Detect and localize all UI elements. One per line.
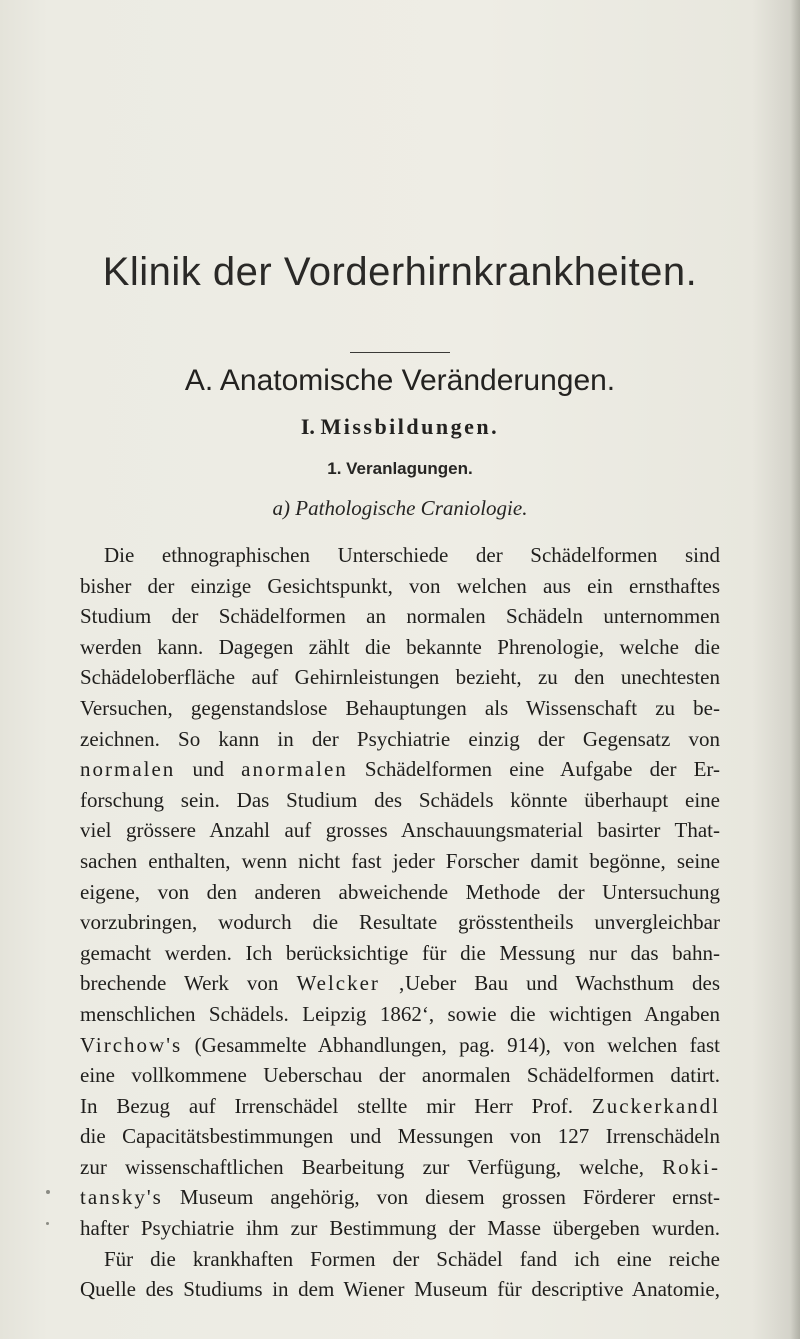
name-welcker: Welcker bbox=[296, 971, 380, 996]
emphasis-anormalen: anormalen bbox=[241, 757, 348, 782]
text-line bbox=[80, 1182, 720, 1213]
name-rokitansky-part2: tansky's bbox=[80, 1185, 163, 1210]
text-line: eigene, von den anderen abweichende Methode der Untersuchung bbox=[80, 879, 720, 904]
text-line: Für die krankhaften Formen der Schädel fand ich eine reiche bbox=[104, 1246, 720, 1271]
text-line bbox=[80, 968, 720, 999]
text-fragment: und bbox=[175, 757, 242, 782]
name-zuckerkandl: Zuckerkandl bbox=[591, 1093, 720, 1118]
text-line: werden kann. Dagegen zählt die bekannte Phrenologie, welche die bbox=[80, 634, 720, 659]
text-fragment: Schädelformen eine Aufgabe der Er- bbox=[347, 757, 721, 782]
text-fragment: ‚Ueber Bau und Wachsthum des bbox=[379, 971, 720, 996]
text-fragment: Museum angehörig, von diesem grossen Förderer ernst- bbox=[162, 1185, 720, 1210]
text-line bbox=[80, 1030, 720, 1061]
text-fragment: (Gesammelte Abhandlungen, pag. 914), von welchen fast bbox=[182, 1032, 720, 1057]
text-line: bisher der einzige Gesichtspunkt, von welchen aus ein ernsthaftes bbox=[80, 573, 720, 598]
text-fragment: brechende Werk von bbox=[80, 971, 297, 996]
section-i-number: I. bbox=[300, 414, 315, 439]
page-edge-shadow bbox=[790, 0, 800, 1339]
text-line: sachen enthalten, wenn nicht fast jeder Forscher damit begönne, seine bbox=[80, 848, 720, 873]
text-fragment: In Bezug auf Irrenschädel stellte mir Herr Prof. bbox=[80, 1093, 592, 1118]
subsection-a-heading: a) Pathologische Craniologie. bbox=[272, 496, 528, 520]
text-line: Versuchen, gegenstandslose Behauptungen als Wissenschaft zu be- bbox=[80, 695, 720, 720]
paper-speck bbox=[46, 1190, 50, 1194]
text-line: die Capacitätsbestimmungen und Messungen von 127 Irrenschädeln bbox=[80, 1124, 720, 1149]
text-line: Schädeloberfläche auf Gehirnleistungen bezieht, zu den unechtesten bbox=[80, 665, 720, 690]
emphasis-normalen: normalen bbox=[80, 757, 176, 782]
body-paragraphs bbox=[80, 540, 720, 1305]
text-line bbox=[80, 1152, 720, 1183]
text-line: gemacht werden. Ich berücksichtige für die Messung nur das bahn- bbox=[80, 940, 720, 965]
text-line: Studium der Schädelformen an normalen Schädeln unternommen bbox=[80, 604, 720, 629]
text-fragment: zur wissenschaftlichen Bearbeitung zur Verfügung, welche, bbox=[80, 1154, 663, 1179]
title-divider bbox=[350, 352, 450, 353]
section-i-heading bbox=[0, 414, 800, 440]
section-a-heading: A. Anatomische Veränderungen. bbox=[184, 364, 616, 397]
text-line: eine vollkommene Ueberschau der anormalen Schädelformen datirt. bbox=[80, 1063, 720, 1088]
name-rokitansky-part1: Roki- bbox=[662, 1154, 720, 1179]
section-1-heading: 1. Veranlagungen. bbox=[327, 459, 473, 478]
paper-speck bbox=[46, 1222, 49, 1225]
name-virchow: Virchow's bbox=[80, 1032, 183, 1057]
text-line: Quelle des Studiums in dem Wiener Museum für descriptive Anatomie, bbox=[80, 1277, 720, 1302]
text-line: Die ethnographischen Unterschiede der Schädelformen sind bbox=[104, 543, 720, 567]
section-i-title: Missbildungen. bbox=[320, 414, 500, 439]
text-line: menschlichen Schädels. Leipzig 1862‘, sowie die wichtigen Angaben bbox=[80, 1001, 720, 1026]
text-line: vorzubringen, wodurch die Resultate grösstentheils unvergleichbar bbox=[80, 910, 720, 935]
text-line: zeichnen. So kann in der Psychiatrie einzig der Gegensatz von bbox=[80, 726, 720, 751]
text-line: forschung sein. Das Studium des Schädels könnte überhaupt eine bbox=[80, 787, 720, 812]
text-line bbox=[80, 754, 720, 785]
text-line: hafter Psychiatrie ihm zur Bestimmung der Masse übergeben wurden. bbox=[80, 1216, 720, 1241]
text-line bbox=[80, 1091, 720, 1122]
text-line: viel grössere Anzahl auf grosses Anschauungsmaterial basirter That- bbox=[80, 818, 720, 843]
chapter-title: Klinik der Vorderhirnkrankheiten. bbox=[102, 250, 698, 294]
